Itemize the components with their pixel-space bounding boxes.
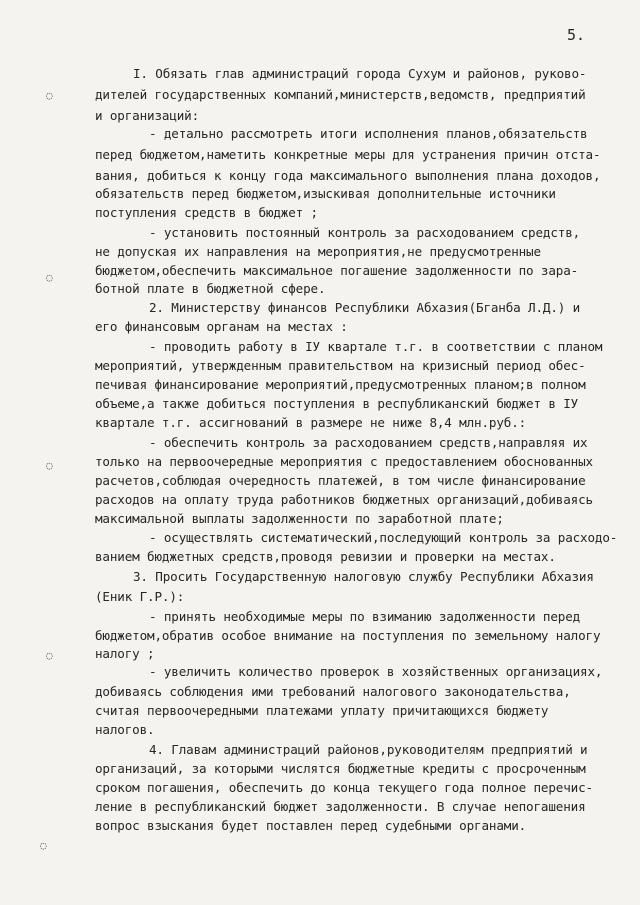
text-line: - принять необходимые меры по взиманию задолженности перед [149,609,581,624]
text-line: ванием бюджетных средств,проводя ревизии и проверки на местах. [95,549,556,564]
text-line: налогов. [95,722,155,737]
text-line: - установить постоянный контроль за расходованием средств, [149,225,581,240]
text-line: его финансовым органам на местах : [95,319,348,334]
text-line: 3. Просить Государственную налоговую службу Республики Абхазия [133,569,594,584]
text-line: I. Обязать глав администраций города Сухум и районов, руково- [133,66,587,81]
text-line: квартале т.г. ассигнований в размере не ниже 8,4 млн.руб.: [95,415,527,430]
text-line: обязательств перед бюджетом,изыскивая дополнительные источники [95,186,556,201]
page-number: 5. [567,26,586,44]
binding-hole-mark: ◌ [46,89,53,102]
text-line: считая первоочередными платежами уплату причитающихся бюджету [95,703,549,718]
binding-hole-mark: ◌ [40,839,47,852]
text-line: бюджетом,обратив особое внимание на поступления по земельному налогу [95,628,601,643]
text-line: перед бюджетом,наметить конкретные меры для устранения причин отста- [95,147,601,162]
text-line: - осуществлять систематический,последующий контроль за расходо- [149,530,618,545]
text-line: ботной плате в бюджетной сфере. [95,281,326,296]
binding-hole-mark: ◌ [46,459,53,472]
text-line: добиваясь соблюдения ими требований налогового законодательства, [95,684,571,699]
text-line: (Еник Г.Р.): [95,589,185,604]
text-line: - увеличить количество проверок в хозяйственных организациях, [149,664,603,679]
text-line: только на первоочередные мероприятия с предоставлением обоснованных [95,454,593,469]
text-line: 2. Министерству финансов Республики Абхазия(Бганба Л.Д.) и [149,300,581,315]
text-line: организаций, за которыми числятся бюджетные кредиты с просроченным [95,761,586,776]
text-line: ление в республиканский бюджет задолженности. В случае непогашения [95,799,586,814]
text-line: не допуская их направления на мероприятия,не предусмотренные [95,244,541,259]
binding-hole-mark: ◌ [46,649,53,662]
text-line: сроком погашения, обеспечить до конца текущего года полное перечис- [95,780,593,795]
text-line: расходов на оплату труда работников бюджетных организаций,добиваясь [95,492,593,507]
text-line: бюджетом,обеспечить максимальное погашение задолженности по зара- [95,263,579,278]
text-line: 4. Главам администраций районов,руководителям предприятий и [149,742,588,757]
text-line: объеме,а также добиться поступления в республиканский бюджет в IУ [95,396,579,411]
text-line: вания, добиться к концу года максимального выполнения плана доходов, [95,168,601,183]
text-line: - обеспечить контроль за расходованием средств,направляя их [149,435,588,450]
text-line: - проводить работу в IУ квартале т.г. в соответствии с планом [149,339,603,354]
binding-hole-mark: ◌ [46,271,53,284]
text-line: дителей государственных компаний,министерств,ведомств, предприятий [95,87,586,102]
text-line: поступления средств в бюджет ; [95,205,318,220]
text-line: печивая финансирование мероприятий,предусмотренных планом;в полном [95,377,586,392]
text-line: налогу ; [95,646,155,661]
text-line: мероприятий, утвержденным правительством на кризисный период обес- [95,358,586,373]
text-line: вопрос взыскания будет поставлен перед судебными органами. [95,818,527,833]
text-line: максимальной выплаты задолженности по заработной плате; [95,511,504,526]
text-line: расчетов,соблюдая очередность платежей, в том числе финансирование [95,473,586,488]
text-line: - детально рассмотреть итоги исполнения планов,обязательств [149,126,588,141]
text-line: и организаций: [95,108,200,123]
